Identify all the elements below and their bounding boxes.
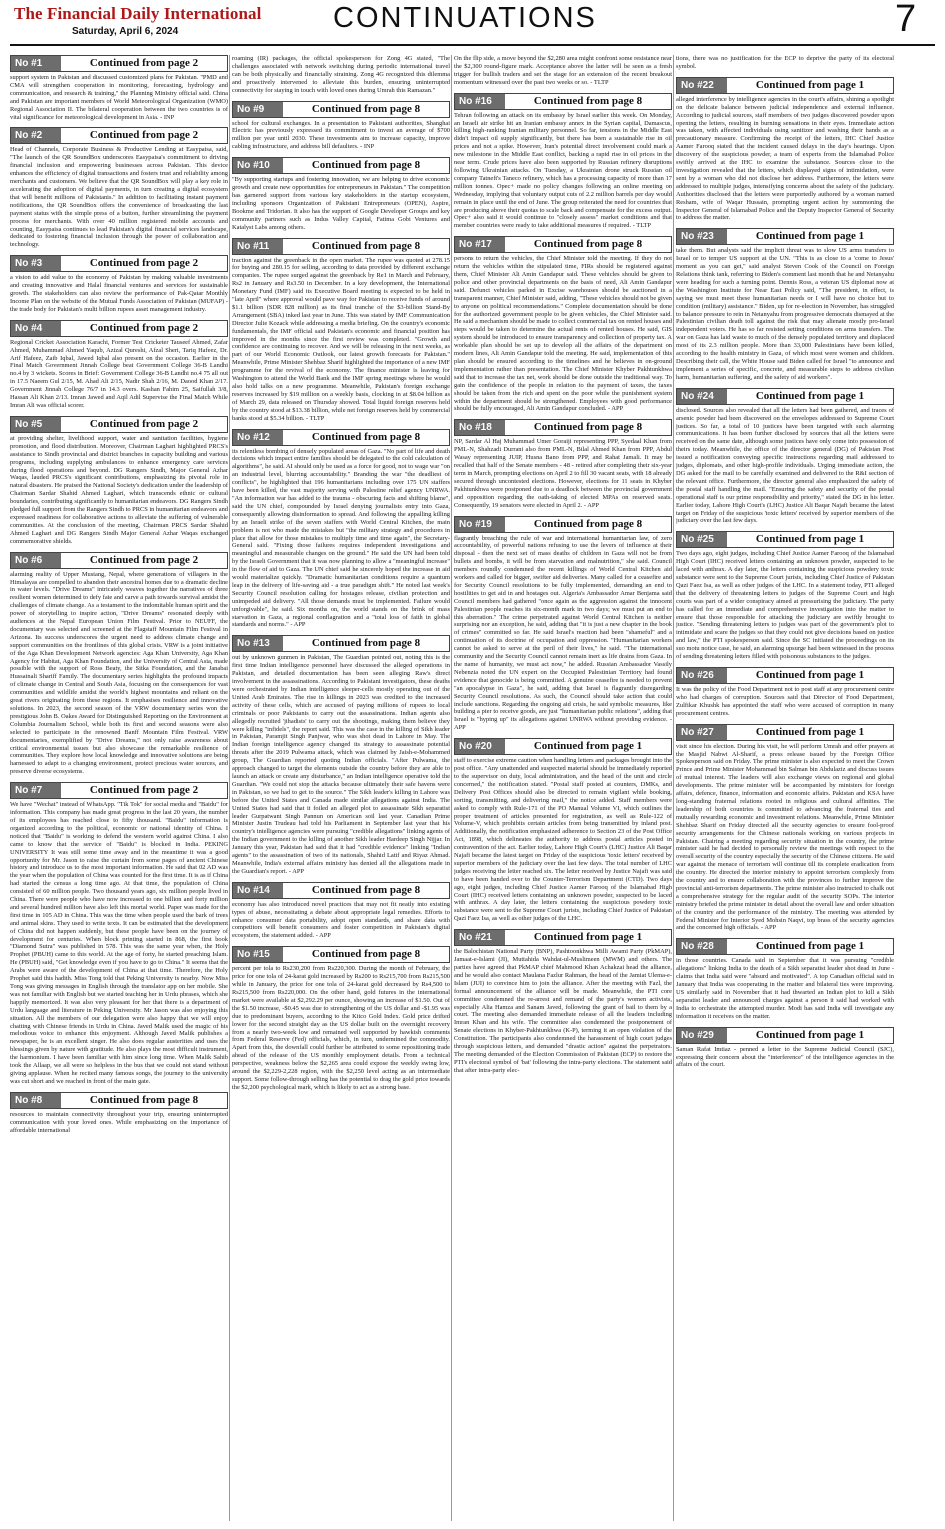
story-continuation-label: Continued from page 8 bbox=[283, 883, 449, 898]
story-body: visit since his election. During his visit, he will perform Umrah and offer prayers at the Masjid Nabwi Al-Sharif, a press release issued by the Foreign Office Spokesperson said on Friday. The prime minister is also expected to meet the Crown Prince and Prime Minister Mohammad bin Salman bin Abdulaziz and discuss issues of mutual interest. The leaders will also exchange views on regional and global developments. The prime minister will be accompanied by ministers for foreign affairs, defence, finance, information and economic affairs. Pakistan and KSA have long-standing fraternal relations rooted in religious and cultural affinities. The leadership of both countries is committed to advancing the fraternal ties and mutually rewarding economic and investment relations. Meanwhile, Prime Minister Shehbaz Sharif on Friday directed all the security agencies to ensure fool-proof security arrangements for the Chinese nationals working on various projects in Pakistan. Chairing a meeting regarding security situation in the country, the prime minister said he had decided to personally review the meetings with respect to the overall security of the country especially the security of the Chinese citizens. He said war against the menace of terrorism will continue till its complete eradication from the country. He directed the interior ministry to appoint terrorism complexly from the country and to ensure collaboration with the provinces to further improve the provincial anti-terrorism departments. The prime minister also instructed to chalk out a comprehensive strategy for the regular audit of the security SOPs. The interior ministry briefed the prime minister in detail about the overall law and order situation of the country and the performance of the ministry. The meeting was attended by Federal Minister for Interior Syed Mohsin Naqvi, top brass of the security agencies and the concerned high officials. - APP bbox=[676, 742, 894, 932]
story-number: No #25 bbox=[677, 532, 727, 547]
story-number: No #19 bbox=[455, 517, 505, 532]
story-number: No #13 bbox=[233, 636, 283, 651]
story-continuation-label: Continued from page 8 bbox=[505, 237, 671, 252]
story-number: No #5 bbox=[11, 417, 61, 432]
story-continuation-label: Continued from page 1 bbox=[505, 739, 671, 754]
story-continuation-label: Continued from page 8 bbox=[61, 1093, 227, 1108]
story-continuation-label: Continued from page 2 bbox=[61, 56, 227, 71]
story-body: Two days ago, eight judges, including Chief Justice Aamer Farooq of the Islamabad High Court (IHC) received letters containing an unknown powder, suspected to be laced with anthrax. A day later, the letters containing the suspicious powdery toxic substance were sent to the Supreme Court jurists, including Chief Justice of Pakistan Qazi Faez Isa, as well as other judges of the LHC. In a statement today, PTI alleged that the delivery of threatening letters to judges of the Supreme Court and high courts was part of a wider conspiracy aimed at pressurising the judiciary. The party has called for an immediate and comprehensive investigation into the matter to ensure that those responsible for attacking the judiciary are swiftly brought to justice. "Sending threatening letters to judges was part of the government's plot to intimidate and scare the judges so that they could not give decisions based on justice and law," the PTI spokesperson said. Since the SC initiated the proceedings on its suo motu notice case, he said, an alarming upsurge had been witnessed in the process of sending threatening letters filled with poisonous substances to the judges. bbox=[676, 550, 894, 661]
story-number: No #11 bbox=[233, 239, 283, 254]
story-header bbox=[10, 127, 228, 144]
story-continuation-label: Continued from page 1 bbox=[727, 532, 893, 547]
story bbox=[454, 55, 672, 87]
column-divider bbox=[229, 55, 230, 1521]
story-header bbox=[676, 938, 894, 955]
story bbox=[676, 77, 894, 223]
story-body: staff to exercise extreme caution when handling letters and packages brought into the post office. "Any unattended and suspected material should be immediately reported to the supervisor on duty, local administration, and the head of the unit and circle concerned," the notification stated. "Postal staff posted at counters, DMKs, and Delivery Post Offices should also be directed to remain vigilant while booking, sorting, transmitting, and delivering mail," the notice added. Staff members were asked to comply with Rule-171 of the PO Manual Volume VI, which outlines the proper treatment of articles presented for registration, as well as Rule-122 of Volume-V, which prohibits certain articles from being transmitted by inland post. Additionally, the notification emphasized adherence to Section 23 of the Post Office Act, 1898, which delineates the authority to address postal articles posted in contravention of the act. Earlier today, Lahore High Court's (LHC) Justice Ali Baqar Najafi became the latest target on Friday of the suspicious 'toxic letters' received by superior members of the judiciary over the last few days. The total number of LHC judges receiving the letter reached six. The letter received by Justice Najafi was said to have been handed over to the Counter-Terrorism Department (CTD). Two days ago, eight judges, including Chief Justice Aamer Farooq of the Islamabad High Court (IHC) received letters containing an unknown powder, suspected to be laced with anthrax. A day later, the letters containing the suspicious powdery toxic substance were sent to the Supreme Court jurists, including Chief Justice of Pakistan Qazi Faez Isa, as well as other judges of the LHC. bbox=[454, 757, 672, 923]
story-number: No #16 bbox=[455, 94, 505, 109]
story bbox=[10, 782, 228, 1086]
story-body: We have "Wechat" instead of WhatsApp. "Tik Tok" for social media and "Baidu" for information. This company has made great progress in the last 20 years, the number of its employees has reached close to fifty thousand. "Baidu" information is organized according to the political, economic or national identity of China. I noticed that "Baidu" is working to defend the western world against China. I also came to know that the service of "Baidu" is blocked in India. PEKING UNIVERSITY It was still some time away and in the meantime it was a good opportunity for Mr. Jason to raise the curtain from some pages of ancient Chinese history and introduce us to the most important information. He said that 02 AD was the year when the population of China was counted for the first time. It is as if China had started the census a long time ago. At that time, the population of China consisted of 60 million people. Two thousand years ago, six million people lived in China. There were people who have now increased to one billion and forty million and several hundred million have also left this mortal world. Paper was made for the first time in 105 AD in China. This was the time when people used the bark of trees and animal skins. They used to write texts. It can be estimated that the development of China did not happen suddenly, but these people have been on the journey of development for centuries. When block printing started in 868, the first book "Diamond Sutra" was published in 578. This was the same year when, the Holy Prophet (PBUH) came to this world. At the age of forty, he started preaching Islam. He (PBUH) said, "Get knowledge even if you have to go to China." It seems that the Arabs were aware of the development of China at that time. Therefore, the Holy Prophet said this hadith. Miss Tong told that Peking University is nearby. Now Miss Tong was giving messages in English through the translator app on her mobile. She was not familiar with English but we started teaching her in Urdu phrases, which she happily memorized. It was also very pleasant for her that there is a department of Urdu language and literature in Peking University. Mr Jason was also enjoying this situation. All the members of our delegation were also happy that we will enjoy chatting with Chinese friends in Urdu in China. Javed Malik used the magic of his melodious voice to enhance this enjoyment. Although Javed Malik publishes a newspaper, he is an excellent singer. He also does regular austerities and uses the blessings given by nature with gratitude. He also plays the most difficult instrument, the harmonium. I have been familiar with him since long time. When Malik Sahib took the Allaap, we all were so helpless in the bus that we could not stand without giving applause. When he recited many famous songs, the journey to the university was cut short and we reached in front of the main gate. bbox=[10, 801, 228, 1085]
story bbox=[10, 416, 228, 546]
story-header bbox=[10, 782, 228, 799]
story-header bbox=[454, 236, 672, 253]
story-body: tions, there was no justification for the ECP to deprive the party of its electoral symbol. bbox=[676, 55, 894, 70]
story-header bbox=[10, 552, 228, 569]
story-header bbox=[676, 388, 894, 405]
story bbox=[10, 1092, 228, 1135]
story-body: traction against the greenback in the open market. The rupee was quoted at 278.15 for buying and 280.15 for selling, according to data provided by different exchange companies. The rupee surged against the greenback by Re1 in March and February, Rs2 in January and Rs3.50 in December. In a key development, the International Monetary Fund (IMF) said its Executive Board meeting is expected to be held in "late April" where approval would pave way for Pakistan to receive funds of around $1.1 billion (SDR 828 million) as its final tranche of the $3-billion Stand-By Arrangement (SBA) inked last year in June. This was stated by IMF Communication Director Julie Kozack while addressing a media briefing. On the country's economic fundamentals, the IMF official said Pakistan's economic and financial position has improved in the months since the first review was completed. "Growth and confidence are continuing to recover. And we will be releasing in the next weeks, as part of our World Economic Outlook, our latest growth forecasts for Pakistan." Meanwhile, Prime Minister Shehbaz Sharif highlighted the importance of a new IMF programme for the revival of the economy. The finance minister is leaving for Washington to attend the World Bank and the IMF spring meetings where he would also hold talks on a new programme. Meanwhile, Pakistan's foreign exchange reserves increased by $19 million on a weekly basis, clocking in at $8.04 billion as of March 29, data released on Thursday showed. Total liquid foreign reserves held by the country stood at $13.38 billion, while net foreign reserves held by commercial banks stood at $5.34 billion. - TLTP bbox=[232, 256, 450, 422]
story bbox=[10, 255, 228, 314]
story-continuation-label: Continued from page 1 bbox=[727, 668, 893, 683]
story bbox=[676, 388, 894, 526]
story-header bbox=[676, 77, 894, 94]
story-header bbox=[10, 255, 228, 272]
story bbox=[232, 429, 450, 630]
story-body: On the flip side, a move beyond the $2,280 area might confront some resistance near the $2,300 round-figure mark. Acceptance above the latter will be seen as a fresh trigger for bullish traders and set the stage for an extension of the recent breakout momentum witnessed over the past two weeks or so. - TLTP bbox=[454, 55, 672, 86]
story-number: No #10 bbox=[233, 158, 283, 173]
story bbox=[10, 55, 228, 121]
story-number: No #12 bbox=[233, 430, 283, 445]
story-number: No #7 bbox=[11, 783, 61, 798]
story-number: No #26 bbox=[677, 668, 727, 683]
story-continuation-label: Continued from page 2 bbox=[61, 256, 227, 271]
story-continuation-label: Continued from page 2 bbox=[61, 321, 227, 336]
story-body: resources to maintain connectivity throughout your trip, ensuring uninterrupted communication with your loved ones. While emphasizing on the importance of affordable international bbox=[10, 1110, 228, 1134]
story-header bbox=[676, 531, 894, 548]
column-divider bbox=[673, 55, 674, 1521]
story-body: in those countries. Canada said in September that it was pursuing "credible allegations" linking India to the death of a Sikh separatist leader shot dead in June - claims that India said were "absurd and motivated". A top Canadian official said in January that India was cooperating in the matter and bilateral ties were improving. US similarly said in November that it had thwarted an Indian plot to kill a Sikh separatist leader and announced charges against a person it said had worked with India to orchestrate the attempted murder. Modi has said India will investigate any information it receives on the matter. bbox=[676, 957, 894, 1020]
story-body: alarming reality of Upper Mustang, Nepal, where generations of villagers in the Himalayas are compelled to abandon their ancestral homes due to a dramatic decline in water levels. "Drive Dreams" intricately weaves together the narratives of three resilient women determined to defy fate and carve a path towards survival amidst the challenges of climate change. As a testament to the indomitable human spirit and the power of storytelling to inspire action, "Drive Dreams" resonated deeply with audiences at the Nepal European Union Film Festival. Prior to NEUFF, the documentary was selected and screened at the Flagstaff Mountain Film Festival in Arizona. Its success underscores the urgent need to address climate change and support communities on the frontlines of this global crisis. VRW is a joint initiative of the Aga Khan Development Network agencies: Aga Khan University, Aga Khan Agency for Habitat, Aga Khan Foundation, and the University of Central Asia, made possible with the support of Ross Beaty, the Sitka Foundation, and the Janabai Hussainali Shariff Family. The documentary series highlights the profound impacts of climate change in Central and South Asia, focusing on the consequences for vast communities and wildlife amidst the world's highest mountains and reliant on the great rivers originating from these regions. It emphasises resilience and innovative solutions. In 2023, the second season of the VRW documentary series won the prestigious John B. Oakes Award for Distinguished Reporting on the Environment at Columbia Journalism School, while both its first and second seasons were also selected to participate in the renowned Banff Mountain Film Festival. VRW documentaries, exemplified by "Drive Dreams," not only raise awareness about critical environmental issues but also showcase the remarkable resilience of communities. They explore how local knowledge and innovative solutions are being harnessed to adapt to a changing environment, protect precious water sources, and preserve diverse ecosystems. bbox=[10, 570, 228, 776]
story-header bbox=[676, 724, 894, 741]
story-continuation-label: Continued from page 1 bbox=[727, 1028, 893, 1043]
story-continuation-label: Continued from page 1 bbox=[727, 229, 893, 244]
story-body: alleged interference by intelligence agencies in the court's affairs, shining a spotlight on the delicate balance between judicial independence and external influence. According to judicial sources, staff members of two judges discovered powder upon opening the letters, resulting in burning sensations in their eyes. Immediate action was taken, with affected individuals using sanitizer and washing their hands as a precautionary measure. Confirming the receipt of the letters, IHC Chief Justice Aamer Farooq stated that the incident caused delays in the day's hearings. Upon discovery of the suspicious powder, a team of experts from the Islamabad Police swiftly arrived at the IHC to examine the substance. Sources close to the investigation revealed that the letters, which displayed signs of intimidation, were sent by a woman who did not disclose her address. Furthermore, the letters were addressed to multiple judges, intensifying concerns about the safety of the judiciary. Authorities disclosed that the letters were purportedly authored by a woman named Resham, wife of Waqar Hussain, prompting urgent action by summoning the Inspector General of Islamabad Police and the Deputy Inspector General of Security to address the matter. bbox=[676, 95, 894, 222]
story-header bbox=[454, 929, 672, 946]
story-body: support system in Pakistan and discussed customized plans for Pakistan. "PMD and CMA will strengthen cooperation in monitoring, forecasting, hydrology and communication, and research & training," the Planning Ministry official said. China and Pakistan are important members of World Meteorological Organization (WMO) Regional Association II. The bilateral cooperation between the two countries is of vital significance for meteorological development in Asia. - INP bbox=[10, 74, 228, 121]
story-header bbox=[10, 320, 228, 337]
story-continuation-label: Continued from page 8 bbox=[283, 947, 449, 962]
column-divider bbox=[451, 55, 452, 1521]
story bbox=[10, 127, 228, 249]
story-continuation-label: Continued from page 1 bbox=[727, 939, 893, 954]
story bbox=[232, 101, 450, 152]
story-header bbox=[676, 228, 894, 245]
story bbox=[676, 938, 894, 1020]
story-body: Saman Rafat Imtiaz - penned a letter to the Supreme Judicial Council (SJC), expressing their concern about the "interference" of the intelligence agencies in the affairs of the court. bbox=[676, 1045, 894, 1069]
masthead bbox=[0, 0, 945, 48]
story bbox=[454, 93, 672, 231]
story bbox=[454, 236, 672, 413]
story-body: its relentless bombing of densely populated areas of Gaza. "No part of life and death decisions which impact entire families should be delegated to the cold calculation of algorithms", he said. AI should only be used as a force for good, not to wage war "on an industrial level, blurring accountability." Branding the war "the deadliest of conflicts", he highlighted that 196 humanitarians including over 175 UN staffers have been killed, the vast majority serving with Palestine relief agency UNRWA. "An information war has added to the trauma - obscuring facts and shifting blame", said the UN chief, compounded by Israel denying journalists entry into Gaza, consequently allowing disinformation to spread. And following the appalling killing by an Israeli strike of the seven staffers with World Central Kitchen, the main problem is not who made the mistakes but "the military strategy and procedures in place that allow for those mistakes to multiply time and time again", the Secretary-General said. "Fixing those failures requires independent investigations and meaningful and measurable changes on the ground." He said the UN had been told by the Israeli Government that it was now planning to allow a "meaningful increase" in the flow of aid to Gaza. The UN chief said he sincerely hoped the increase in aid would materialize quickly. "Dramatic humanitarian conditions require a quantum leap in the delivery of life-saving aid - a true paradigm shift." He noted last week's Security Council resolution calling for hostages release, civilian protection and unimpeded aid delivery. "All those demands must be implemented. Failure would unforgivable", he said. Six months on, the world stands on the brink of mass starvation in Gaza, a regional conflagration and a "total loss of faith in global standards and norms." - APP bbox=[232, 447, 450, 629]
story bbox=[232, 946, 450, 1092]
story-header bbox=[454, 738, 672, 755]
story-body: at providing shelter, livelihood support, water and sanitation facilities, hygiene promotion, and flood distribution. Moreover, Chairman Laghari highlighted PRCS's assistance to Sindh provincial and district branches in capacity building and various programs, including supplying ambulances to enhance emergency care services during flood operations and beyond. DG Rangers Sindh, Major General Azhar Waqas, lauded PRCS's significant contributions, emphasizing its pivotal role in natural disasters. He praised the National Society's dedication under the leadership of Chairman Sardar Shahid Ahmed Laghari, which transcends ethnic or cultural boundaries, contributing significantly to humanitarian endeavors. DG Rangers Sindh pledged full support from the Rangers Sindh to PRCS in humanitarian endeavors and expressed readiness for collaborative actions to alleviate the suffering of vulnerable communities. At the conclusion of the meeting, Chairman PRCS Sardar Shahid Ahmed Laghari and DG Rangers Sindh Major General Azhar Waqas exchanged commemorative shields. bbox=[10, 434, 228, 545]
masthead-rule bbox=[10, 44, 935, 46]
story-header bbox=[454, 419, 672, 436]
story-header bbox=[10, 1092, 228, 1109]
story-number: No #20 bbox=[455, 739, 505, 754]
story bbox=[232, 882, 450, 941]
story bbox=[676, 667, 894, 718]
story-number: No #6 bbox=[11, 553, 61, 568]
story bbox=[454, 516, 672, 733]
story-continuation-label: Continued from page 1 bbox=[727, 78, 893, 93]
story bbox=[232, 55, 450, 95]
story-continuation-label: Continued from page 1 bbox=[727, 725, 893, 740]
story-header bbox=[10, 55, 228, 72]
story bbox=[454, 929, 672, 1075]
story-header bbox=[232, 157, 450, 174]
story-body: disclosed. Sources also revealed that all the letters had been gathered, and traces of arsenic powder had been discovered on the envelopes addressed to Supreme Court justices. So far, a total of 10 justices have been targeted with such alarming communications. It has been further disclosed by sources that all the letters were received on the same date, although some justices have only come into possession of theirs today. Meanwhile, the office of the director general (DG) of Pakistan Post issued a notification conveying specific instructions regarding mail addressed to judges, diplomats, and other high-profile individuals. Urging immediate action, the DG asked for the mail to be carefully examined and delivered to the R&I section of the relevant office. Furthermore, the director general also emphasized the safety of the postal staff handling the mail. "Ensuring the safety and security of the postal operational staff is our prime responsibility and priority," stated the DG in his letter. Earlier today, Lahore High Court's (LHC) Justice Ali Baqar Najafi became the latest target on Friday of the suspicious 'toxic letters' received by superior members of the judiciary over the last few days. bbox=[676, 406, 894, 525]
story-body: Head of Channels, Corporate Business & Productive Lending at Easypaisa, said, "The launch of the QR SoundBox underscores Easypaisa's commitment to driving financial inclusion and empowering businesses across Pakistan. This device enhances the efficiency of digital transactions and fosters trust and reliability among merchants and customers. We believe that the QR SoundBox will play a key role in accelerating the adoption of digital payments, in turn creating a digital ecosystem that will benefit millions of Pakistanis." In addition to facilitating instant payment notifications, the QR SoundBox offers the convenience of broadcasting the last payment status with the simple press of a button, further streamlining the payment process for merchants. With over 40 million registered mobile accounts and counting, Easypaisa continues to lead Pakistan's digital financial services landscape, dedicated to fostering financial inclusion through the power of collaboration and technology. bbox=[10, 146, 228, 249]
story bbox=[676, 1027, 894, 1070]
story-body: Tehran following an attack on its embassy by Israel earlier this week. On Monday, an Israeli air strike hit an Iranian embassy annex in the Syrian capital, Damascus, killing high-ranking Iranian military personnel. So far, tensions in the Middle East didn't impact oil supply significantly, but there has been a sustainable rise in oil prices and not a spike. However, Iran's potential direct involvement could mark a new milestone in the Middle East conflict, backing a rapid rise in oil prices in the near term. Crude prices have also been supported by Russian refinery disruptions following Ukrainian attacks. On Tuesday, a Ukrainian drone struck Russian oil company Tatneft's Taneco refinery, which has a processing capacity of more than 17 million tonnes. Opec+ made no policy changes following an online meeting on Wednesday, implying that voluntary output cuts of 2.2 million barrels per day would remain in place until the end of June. The group reiterated the need for countries that are producing above their quotas to scale back and compensate for the excess output. Opec+ also said it would continue to "closely assess" market conditions and that member countries were ready to take additional measures if required. - TLTP bbox=[454, 111, 672, 230]
story-number: No #14 bbox=[233, 883, 283, 898]
story-body: a vision to add value to the economy of Pakistan by making valuable investments and creating innovative and Halal financial ventures and services for sustainable growth. The stakeholders can also review the performance of Pak-Qatar Monthly Income Plan on the website of the Mutual Funds Association of Pakistan (MUFAP) - the trade body for Pakistan's multi billion rupees asset management industry. bbox=[10, 274, 228, 313]
story-continuation-label: Continued from page 8 bbox=[283, 102, 449, 117]
story-number: No #24 bbox=[677, 389, 727, 404]
story bbox=[454, 419, 672, 509]
story-continuation-label: Continued from page 1 bbox=[505, 930, 671, 945]
issue-date: Saturday, April 6, 2024 bbox=[72, 26, 179, 37]
story bbox=[10, 552, 228, 777]
story bbox=[454, 738, 672, 923]
story-continuation-label: Continued from page 2 bbox=[61, 783, 227, 798]
story-body: take them. But analysts said the implicit threat was to slow US arms transfers to Israel or to temper US support at the UN. "This is as close to a 'come to Jesus' moment as you can get," said analyst Steven Cook of the Council on Foreign Relations think tank, referring to Biden's comment last month that he and Netanyahu were heading for such a turning point. Dennis Ross, a veteran US diplomat now at the Washington Institute for Near East Policy said, "The president, in effect, is saying we must meet these humanitarian needs or I will have no choice but to condition (military) assistance." Biden, up for re-election in November, has struggled to balance pressure to rein in Netanyahu from progressive democrats dismayed at the Palestinian civilian death toll against the risk that may alienate mostly pro-Israel independent voters. He has so far resisted setting conditions on arms transfers. The war on Gaza has laid waste to much of the densely populated territory and displaced most of its 2.3 million people. More than 33,000 Palestinians have been killed, according to the health ministry in Gaza, of which most were women and children. Describing their call, the White House said Biden called for Israel "to announce and implement a series of specific, concrete, and measurable steps to address civilian harm, humanitarian suffering, and the safety of aid workers". bbox=[676, 247, 894, 381]
story-header bbox=[232, 882, 450, 899]
section-title: CONTINUATIONS bbox=[333, 2, 597, 34]
story-header bbox=[232, 946, 450, 963]
story-continuation-label: Continued from page 2 bbox=[61, 128, 227, 143]
story-number: No #9 bbox=[233, 102, 283, 117]
story-body: percent per tola to Rs230,200 from Rs220,300. During the month of February, the price for one tola of 24-karat gold increased by Rs200 to Rs215,700 from Rs215,500 while in January, the price for one tola of 24-karat gold decreased by Rs4,500 to Rs215,500 from Rs220,000. On the other hand, gold futures in the international market were available at $2,292.29 per ounce, showing an increase of $1.50. Out of the $1.50 increase, -$0.45 was due to strengthening of the US dollar and -$1.95 was due to predominant buyers, according to the Kitco Gold Index. Gold price drifted lower for the second straight day as the US dollar built on the overnight recovery from a nearly two-week low and remained well supported by hawkish comments from Federal Reserve (Fed) officials, which, in turn, undermined the commodity. Apart from this, the downfall could further be attributed to some repositioning trade ahead of the release of the US monthly employment details. From a technical perspective, weakness below the $2,265 area could expose the weekly swing low, around the $2,229-2,228 region, with the $2,250 level acting as an intermediate support. Some follow-through selling has the potential to drag the gold price towards the $2,200 psychological mark, which is likely to act as a strong base. bbox=[232, 965, 450, 1091]
story-header bbox=[676, 1027, 894, 1044]
paper-name: The Financial Daily International bbox=[14, 4, 262, 23]
story-number: No #23 bbox=[677, 229, 727, 244]
story-continuation-label: Continued from page 8 bbox=[283, 158, 449, 173]
column-4 bbox=[676, 55, 894, 1521]
story-number: No #1 bbox=[11, 56, 61, 71]
story-body: "By supporting startups and fostering innovation, we are helping to drive economic growth and create new opportunities for entrepreneurs in Pakistan." The competition has garnered support from various key stakeholders in the startup ecosystem, including sponsors Organization of Pakistani Entrepreneurs (OPEN), Aspire, Bookme and Tridorian. It also has the support of Google Developer Groups and key community partners such as Indus Valley Capital, Fatima Gobi Ventures and Katalyst Labs among others. bbox=[232, 176, 450, 231]
story bbox=[232, 635, 450, 875]
story-header bbox=[232, 429, 450, 446]
story bbox=[676, 724, 894, 933]
story-number: No #29 bbox=[677, 1028, 727, 1043]
story bbox=[232, 238, 450, 423]
story-body: school for cultural exchanges. In a presentation to Pakistani authorities, Shanghai Electric has previously expressed its commitment to invest an average of $700 million per year until 2030. These investments aim to increase capacity, improve cabling infrastructure, and address bill defaulters. - INP bbox=[232, 119, 450, 151]
story-header bbox=[232, 101, 450, 118]
story-header bbox=[232, 635, 450, 652]
story-continuation-label: Continued from page 8 bbox=[505, 94, 671, 109]
story-body: flagrantly breaching the rule of war and international humanitarian law, of zero accountability, of powerful nations refusing to use the levers of influence at their disposal - then the next set of mass deaths of children in Gaza will not be from bullets and bombs, it will be from starvation and malnutrition," she said. Council members roundly condemned the recent killings of World Central Kitchen aid workers and called for bigger, swifter aid deliveries. Many called for a ceasefire and for Security Council resolutions to be fully implemented, demanding an end to hostilities to get aid in and hostages out. Algeria's Ambassador Amar Benjama said Council members had gathered "once again as the aggression against the innocent Palestinian people reaches its six-month mark in two days; we must put an end to this aberration." The crime perpetrated against World Central Kitchen is neither surprising nor an exception, he said, adding that "it is just a new chapter in the book of crimes" committed so far. He said Israel's reaction had been "shameful" and a continuation of its doctrine of occupation and oppression. "Humanitarian workers cannot be asked to serve at the peril of their lives," he said. "The international community and the Security Council cannot remain inert as life drains from Gaza. In the name of humanity, we must act now," he added. Russian Ambassador Vassily Nebenzia noted the UN expert on the Occupied Palestinian Territory had found evidence that genocide is being committed. A genuine ceasefire is needed to prevent "an apocalypse in Gaza", he said, adding that Israel is flagrantly disregarding Security Council resolutions. As such, the Council should take action that could include sanctions. Regarding the ongoing aid crisis, he said symbolic measures, like building a pier to receive goods, are just "humanitarian public relations", adding that Israel is "hyping up" its allegations against UNRWA without providing evidence. - APP bbox=[454, 534, 672, 732]
story-body: Regional Cricket Association Karachi, Former Test Cricketer Tauseef Ahmed, Zafar Ahmed, Muhammad Ahmed Yaqub, Azizal Qureshi, Afzal Sheri, Tariq Hafeez, Dr. Arif Hafeez, Zaib Iqbal, Jawed Iqbal also present on the occasion. Earlier in the Final Match Government Jinnah College beat Government College 36-B Landhi no.4 by 3 wickets. Scores in Brief: Government College 36-B Landhi no.4 75 all out in 17.5 Naeem Gul 2/15, M. Ahad Ali 2/15, Nadir Shah 2/16, M. Daood Khan 2/17. Government Jinnah College 76/7 in 14.3 overs. Kashan Fahim 25, Saifullah 3/8, Hassan Ali Khan 2/13. Imran Jawed and Aqil Adil Supervise the Final Match While Imran Ali was official scorer. bbox=[10, 338, 228, 409]
column-2 bbox=[232, 55, 450, 1521]
story-continuation-label: Continued from page 8 bbox=[283, 239, 449, 254]
story-continuation-label: Continued from page 8 bbox=[283, 430, 449, 445]
story-body: economy has also introduced novel practices that may not fit neatly into existing types of abuse, necessitating a debate about appropriate legal remedies. Efforts to enhance consumer data portability, adopt open standards, and share data with competitors will benefit consumers and foster competition in Pakistan's digital ecosystem, the statement added. - APP bbox=[232, 900, 450, 940]
story-number: No #21 bbox=[455, 930, 505, 945]
story-number: No #4 bbox=[11, 321, 61, 336]
story-number: No #3 bbox=[11, 256, 61, 271]
story-body: the Balochistan National Party (BNP), Pashtoonkhwa Milli Awami Party (PkMAP), Jamaat-e-Islami (JI), Muttahida Wahdat-ul-Muslimeen (MWM) and others. The parties have agreed that PkMAP chief Mahmood Khan Achakzai head the alliance, and he would also contact Maulana Fazlur Rahman, the head of the Jamiat Ulema-e-Islam (JUI) to convince him to join the alliance. After the meeting with Fazl, the formal announcement of the alliance will be made. Meanwhile, the PTI core committee condemned the re-arrest and remand of the party's women activists, especially Alia Hamza and Sanam Javed, following the grant of bail to them by a court. The meeting also demanded immediate release of all the leaders including Imran Khan and his wife. The committee also condemned the postponement of Senate elections in Khyber-Pakhtunkhwa (K-P), terming it an open violation of the Constitution. The participants also condemned the harassment of high court judges through suspicious letters, and demanded "drastic action" against the perpetrators. The meeting demanded of the Election Commission of Pakistan (ECP) to restore the PTI's electoral symbol of 'bat' following the intra-party elections. The statement said that after intra-party elec- bbox=[454, 948, 672, 1074]
story-continuation-label: Continued from page 2 bbox=[61, 553, 227, 568]
story bbox=[676, 55, 894, 71]
story-body: roaming (IR) packages, the official spokesperson for Zong 4G stated, "The challenges associated with network switching during periodic international travel can be both physically and financially straining. Zong 4G recognized this dilemma and proactively intervened to alleviate this burden, ensuring uninterrupted connectivity for staying in touch with loved ones during Umrah this Ramazan." bbox=[232, 55, 450, 94]
story-body: persons to return the vehicles, the Chief Minister told the meeting. If they do not return the vehicles within the stipulated time, FIRs should be registered against them, Chief Minister Ali Amin Gandapur said. These vehicles should be given to police and other provincial departments on the basis of need, Ali Amin Gandapur said. Defunct vehicles parked in Excise warehouses should be auctioned in a transparent manner, Chief Minister said, adding, "These vehicles should not be given to anyone on political recommendations." Complete documentation should be done for the authorized government people to be given vehicles, the Chief Minister said. He said a mechanism should be made to collect commercial tax on rented houses and steps would be taken to determine the actual rents of rented houses. He said, GIS system should be introduced to ensure transparency and collection of property tax. A workable plan should be set up to develop all the affairs of the department on modern lines, Ali Amin Gandapur told the meeting. He said, implementation of this plan should be ensured according to the timelines and he believes in on-ground implementation rather than presentation. The Chief Minister Khyber Pakhtunkhwa said that to increase the tax net, work should be done outside the traditional way. To gain the confidence of the people in relation to the payment of taxes, the taxes should be taken from the rich and spent on the poor while the punishment system within the department should be strengthened. Employees with good performance should be fully encouraged, Ali Amin Gandapur concluded. - APP bbox=[454, 255, 672, 413]
story-body: NP, Sardar Al Haj Muhammad Umer Goraiji representing PPP, Syedaal Khan from PML-N, Shahzadi Durrani also from PML-N, Bilal Ahmed Khan from PPP, Abdul Wasay representing JUIP, Husna Bano from PPP, and Rahat Jamali. It may be recalled that half of the Senate members - 48 - retired after completing their six-year term in March, prompting elections on April 2 to fill 30 vacant seats, with 18 already secured through uncontested elections. However, elections for 11 seats in Khyber Pakhtunkhwa were postponed due to a deadlock between the provincial government and opposition regarding the oath-taking of elected MPAs on reserved seats. Consequently, 19 senators were elected in April 2. - APP bbox=[454, 438, 672, 509]
story bbox=[676, 531, 894, 661]
column-1 bbox=[10, 55, 228, 1521]
story-header bbox=[454, 516, 672, 533]
story-number: No #18 bbox=[455, 420, 505, 435]
story-number: No #28 bbox=[677, 939, 727, 954]
story-continuation-label: Continued from page 1 bbox=[727, 389, 893, 404]
story-header bbox=[676, 667, 894, 684]
story-header bbox=[454, 93, 672, 110]
story-continuation-label: Continued from page 8 bbox=[505, 420, 671, 435]
column-3 bbox=[454, 55, 672, 1521]
story-number: No #27 bbox=[677, 725, 727, 740]
story-continuation-label: Continued from page 2 bbox=[61, 417, 227, 432]
story bbox=[232, 157, 450, 231]
story-number: No #15 bbox=[233, 947, 283, 962]
story-continuation-label: Continued from page 8 bbox=[283, 636, 449, 651]
page-number: 7 bbox=[895, 0, 917, 40]
story bbox=[10, 320, 228, 410]
story-number: No #8 bbox=[11, 1093, 61, 1108]
story-number: No #2 bbox=[11, 128, 61, 143]
story-continuation-label: Continued from page 8 bbox=[505, 517, 671, 532]
story-header bbox=[232, 238, 450, 255]
story-body: It was the policy of the Food Department not to post staff at any procurement centre who had charges of corruption. Sources said that Director of Food Department, Zulfikar Khushk has appointed the staff who were accused of corruption in many procurement centres. bbox=[676, 686, 894, 717]
story-number: No #17 bbox=[455, 237, 505, 252]
story-number: No #22 bbox=[677, 78, 727, 93]
story-body: out by unknown gunmen in Pakistan, The Guardian pointed out, noting this is the first time Indian intelligence personnel have discussed the alleged operations in Pakistan, and detailed documentation has been seen alleging Raw's direct involvement in the assassinations. According to Pakistani investigators, these deaths were orchestrated by Indian intelligence sleeper-cells mostly operating out of the United Arab Emirates. The rise in killings in 2023 was credited to the increased activity of these cells, which are accused of paying millions of rupees to local criminals or poor Pakistanis to carry out the assassinations. Indian agents also allegedly recruited 'jihadists' to carry out the shootings, making them believe they were killing "infidels", the report said. This was the case in the killing of Sikh leader in Pakistan, Paramjit Singh Panjwar, who was shot dead in Lahore in May. The Indian foreign intelligence agency changed its strategy to assassinate potential threats after the 2019 Pulwama attack, which was claimed by Jaish-e-Mohammed group, The Guardian reported quoting Indian officials. "After Pulwama, the approach changed to target the elements outside the country before they are able to launch an attack or create any disturbance," an Indian intelligence operative told the Guardian. "We could not stop the attacks because ultimately their safe havens were in Pakistan, so we had to get to the source." The Sikh leader's killing in Lahore was before the United States and Canada made similar allegations against India. The United States had said that it foiled an alleged plot to assassinate Sikh separatist leader Gurpatwant Singh Pannun on American soil last year. Canadian Prime Minister Justin Trudeau had told his Parliament in September last year that his country's intelligence agencies were pursuing "credible allegations" linking agents of the Indian government to the killing of another Sikh leader Hardeep Singh Nijjar. In January this year, Pakistan had said that it had "credible evidence" linking "Indian agents" to the assassination of two of its nationals, Shahid Latif and Riyaz Ahmad. Meanwhile, India's external affairs ministry has denied all the allegations made in the Guardian's report. - APP bbox=[232, 654, 450, 875]
story-header bbox=[10, 416, 228, 433]
story bbox=[676, 228, 894, 381]
